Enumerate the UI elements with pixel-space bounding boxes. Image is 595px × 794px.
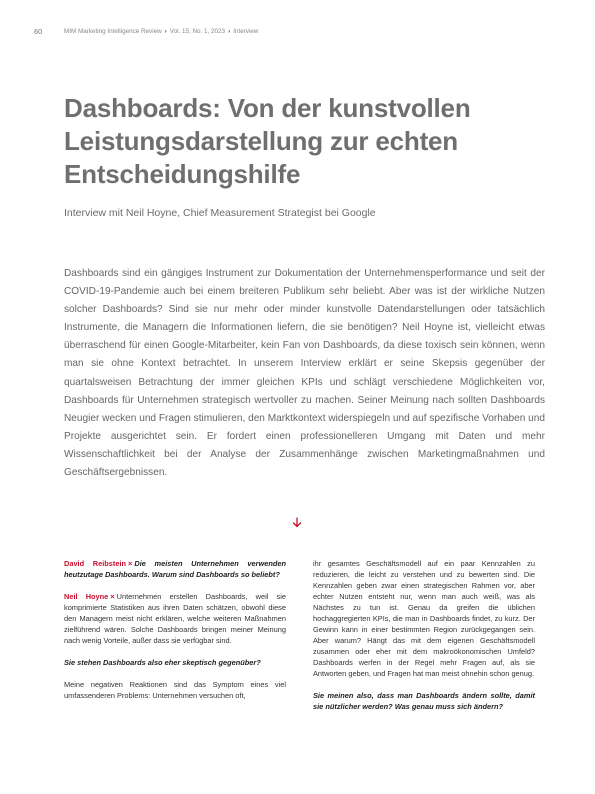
answer-paragraph [313, 558, 535, 679]
chevron-right-icon: › [228, 28, 231, 35]
answer-paragraph [64, 591, 286, 646]
article-lead: Dashboards sind ein gängiges Instrument zur Dokumentation der Unternehmensperformance und seit der COVID-19-Pandemie auch bei einem breiteren Publikum sehr beliebt. Aber was ist der wirkliche Nutzen solcher Dashboards? Sind sie nur mehr oder minder kunstvolle Datendarstellungen oder tatsächlich Instrumente, die Managern die Informationen liefern, die sie benötigen? Neil Hoyne ist, vielleicht etwas überraschend für einen Google-Mitarbeiter, kein Fan von Dashboards, da diese toxisch sein können, wenn man sie ohne Kontext betrachtet. In unserem Interview erklärt er seine Skepsis gegenüber der quartalsweisen Betrachtung der immer gleichen KPIs und schlägt verschiedene Möglichkeiten vor, Dashboards für Unternehmen strategisch wertvoller zu machen. Seiner Meinung nach sollten Dashboards Neugier wecken und Fragen stimulieren, den Marktkontext widerspiegeln und auf spezifische Vorhaben und Projekte ausgerichtet sein. Er fordert einen professionelleren Umgang mit Daten und mehr Wissenschaftlichkeit bei der Analyse der Zusammenhänge zwischen Marketingmaßnahmen und Geschäftsergebnissen. [64, 268, 545, 479]
article-subtitle: Interview mit Neil Hoyne, Chief Measurement Strategist bei Google [64, 207, 376, 219]
question-paragraph [64, 558, 286, 580]
question-text: Sie meinen also, dass man Dashboards ändern sollte, damit sie nützlicher werden? Was genau muss sich ändern? [313, 691, 535, 711]
interviewee-name: Neil Hoyne [64, 592, 109, 601]
article-title: Dashboards: Von der kunstvollen Leistungsdarstellung zur echten Entscheidungshilfe [64, 93, 471, 189]
speaker-marker-icon: × [110, 592, 115, 601]
issue-info: Vol. 15, No. 1, 2023 [169, 28, 226, 35]
section-name: Interview [233, 28, 259, 35]
down-arrow-icon [292, 517, 302, 531]
breadcrumb [64, 28, 258, 35]
question-text: Sie stehen Dashboards also eher skeptisch gegenüber? [64, 658, 261, 667]
question-paragraph [64, 657, 286, 668]
question-text: Die meisten Unternehmen verwenden heutzutage Dashboards. Warum sind Dashboards so beliebt? [64, 559, 286, 579]
chevron-right-icon: › [164, 28, 167, 35]
journal-name: MIM Marketing Intelligence Review [64, 28, 162, 35]
answer-text: Meine negativen Reaktionen sind das Symptom eines viel umfassenderen Problems: Unternehmen versuchen oft, [64, 680, 286, 700]
page-number: 60 [34, 27, 43, 36]
interview-column-left [64, 558, 286, 712]
interviewer-name: David Reibstein [64, 559, 127, 568]
interview-column-right [313, 558, 535, 723]
answer-text: ihr gesamtes Geschäftsmodell auf ein paar Kennzahlen zu reduzieren, die leicht zu verstehen und zu bewerten sind. Die Kennzahlen geben zwar einen strategischen Rahmen vor, aber echter Nutzen entsteht nur, wenn man auch weiß, was als Nächstes zu tun ist. Genau da greifen die üblichen hochaggregierten KPIs, die man in Dashboards findet, zu kurz. Der Gewinn kann in einer bestimmten Region zurückgegangen sein. Aber warum? Hängt das mit dem eigenen Geschäftsmodell zusammen oder eher mit dem makroökonomischen Umfeld? Dashboards werfen in der Regel mehr Fragen auf, als sie Antworten geben, und Fragen hat man meist ohnehin schon genug. [313, 559, 535, 678]
answer-paragraph [64, 679, 286, 701]
answer-text: Unternehmen erstellen Dashboards, weil sie komprimierte Statistiken aus ihren Daten schätzen, obwohl diese den Managern meist nicht erklären, welche weiteren Maßnahmen zielführend wären. Solche Dashboards bringen meiner Meinung nach wenig Vorteile, außer dass sie verfügbar sind. [64, 592, 286, 645]
speaker-marker-icon: × [128, 559, 133, 568]
running-header [34, 27, 575, 39]
question-paragraph [313, 690, 535, 712]
